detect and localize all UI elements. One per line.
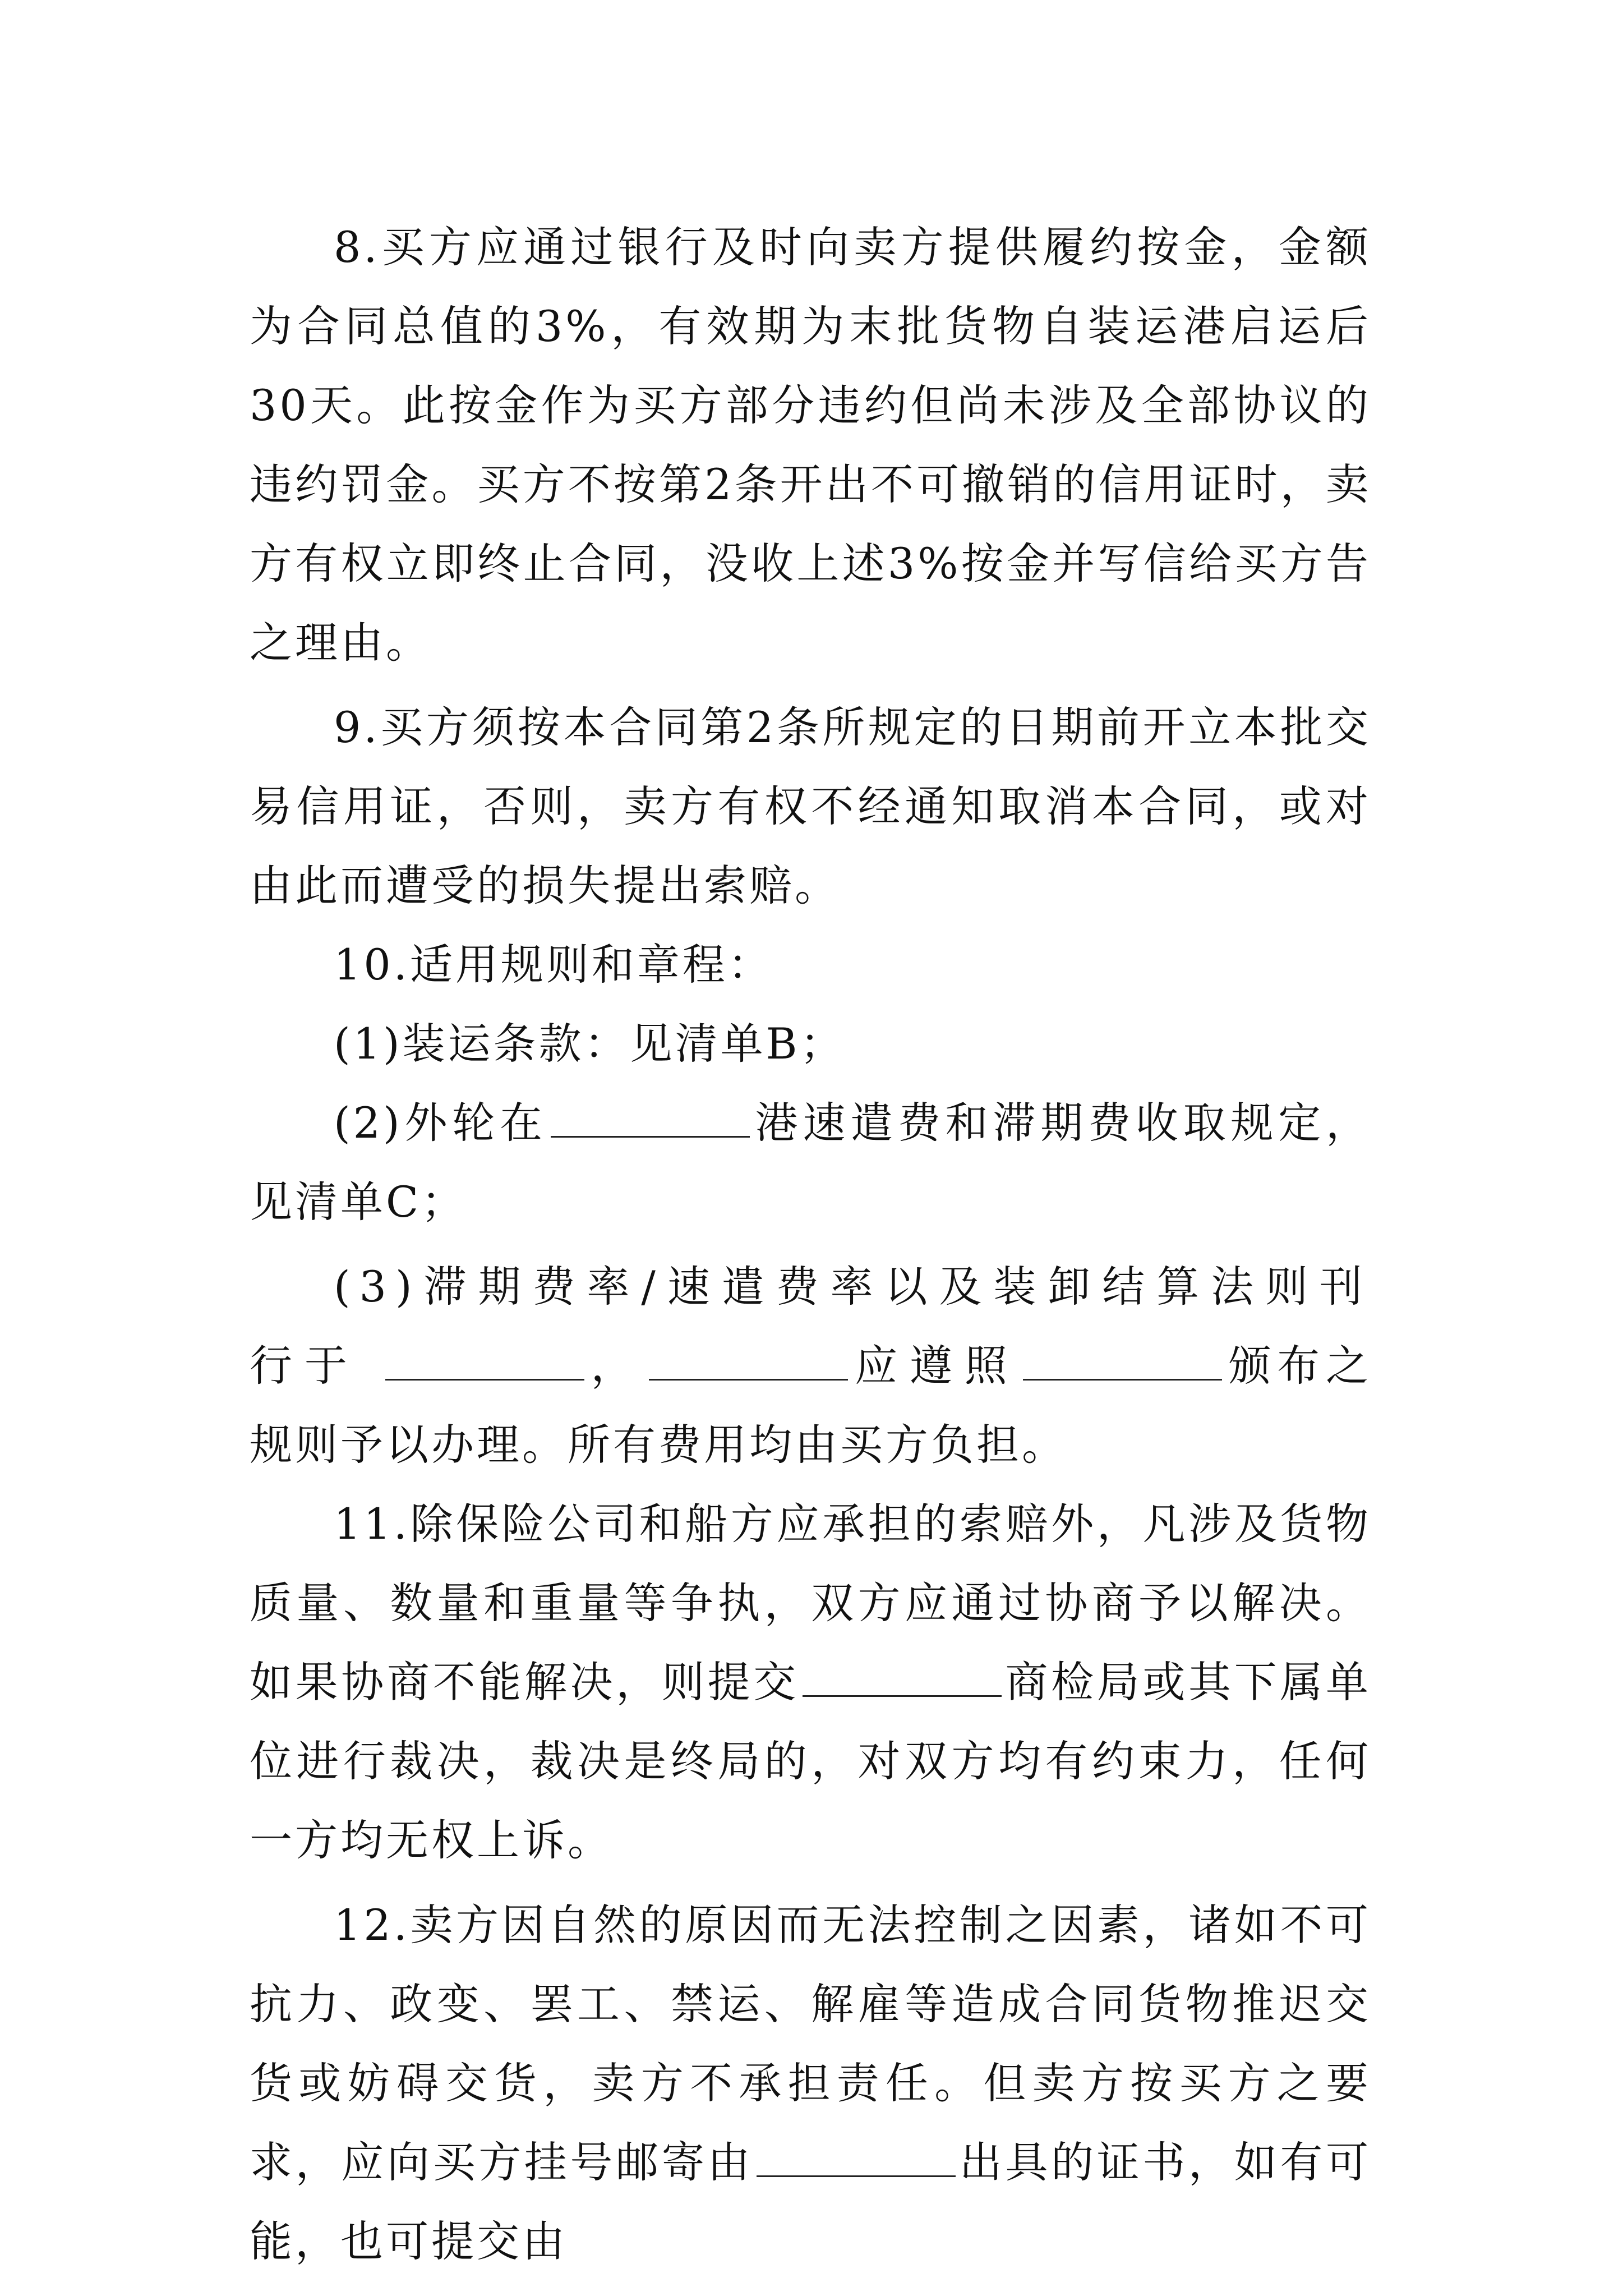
clause-10-item-3-mid: 应遵照 (851, 1341, 1020, 1391)
fill-blank-authority (1023, 1341, 1222, 1381)
clause-12-before: 12.卖方因自然的原因而无法控制之因素，诸如不可抗力、政变、罢工、禁运、解雇等造成合同货物推迟交货或妨碍交货，卖方不承担责任。但卖方按买方之要求，应向买方挂号邮寄由 (250, 1900, 1371, 2187)
clause-11-before: 11.除保险公司和船方应承担的索赔外，凡涉及货物质量、数量和重量等争执，双方应通过协商予以解决。如果协商不能解决，则提交 (250, 1499, 1371, 1707)
clause-11-after: 商检局或其下属单位进行裁决，裁决是终局的，对双方均有约束力，任何一方均无权上诉。 (250, 1657, 1372, 1865)
clause-9-paragraph (250, 688, 1371, 925)
clause-10-item-2 (250, 1083, 1371, 1241)
fill-blank-party (649, 1341, 848, 1381)
clause-10-item-2-after: 港速遣费和滞期费收取规定，见清单C； (250, 1098, 1372, 1227)
clause-10-item-1-text: (1)装运条款：见清单B； (334, 1019, 846, 1069)
clause-9-text: 9.买方须按本合同第2条所规定的日期前开立本批交易信用证，否则，卖方有权不经通知取消本合同，或对由此而遭受的损失提出索赔。 (250, 702, 1371, 910)
clause-10-item-3-before: (3)滞期费率/速遣费率以及装卸结算法则刊行于 (250, 1262, 1371, 1391)
fill-blank-inspection-bureau (803, 1657, 1002, 1697)
contract-text (250, 208, 1371, 2281)
clause-12-after: 出具的证书，如有可能，也可提交由 (250, 2137, 1372, 2266)
clause-12-paragraph (250, 1885, 1371, 2281)
clause-8-paragraph (250, 208, 1371, 682)
clause-10-heading (250, 925, 1371, 1004)
clause-11-paragraph (250, 1484, 1371, 1880)
clause-10-text: 10.适用规则和章程： (334, 940, 773, 990)
clause-10-item-2-before: (2)外轮在 (334, 1098, 547, 1148)
clause-10-item-3 (250, 1247, 1371, 1484)
clause-8-text: 8.买方应通过银行及时向卖方提供履约按金，金额为合同总值的3%，有效期为末批货物自装运港启运后30天。此按金作为买方部分违约但尚未涉及全部协议的违约罚金。买方不按第2条开出不可撤销的信用证时，卖方有权立即终止合同，没收上述3%按金并写信给买方告之理由。 (250, 222, 1371, 668)
clause-10-item-3-after: 颁布之规则予以办理。所有费用均由买方负担。 (250, 1341, 1372, 1470)
fill-blank-publication (385, 1341, 584, 1381)
fill-blank-port (551, 1098, 750, 1138)
clause-10-item-1 (250, 1004, 1371, 1083)
clause-10-item-3-sep: ， (587, 1341, 646, 1391)
fill-blank-certificate-issuer (757, 2137, 956, 2177)
